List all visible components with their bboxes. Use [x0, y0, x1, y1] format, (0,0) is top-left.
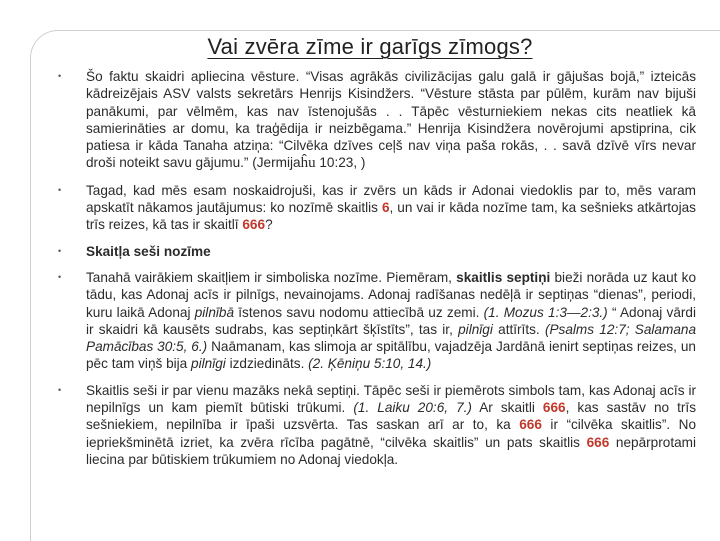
bullet-icon: • [58, 71, 62, 81]
page-title: Vai zvēra zīme ir garīgs zīmogs? [207, 34, 533, 59]
bullet-4-text-2: bieži norāda uz kaut ko tādu, kas Adonaj acīs ir pilnīgs, nevainojams. Adonaj radīšanas nedēļā ir septiņas “dienas”, periodi, kuru laikā Adonaj [86, 269, 697, 320]
bullet-item-2 [56, 182, 696, 234]
bullet-icon: • [58, 271, 62, 282]
number-666: 666 [519, 417, 542, 433]
bullet-1-hu: ĥu [300, 155, 316, 172]
bullet-4-text-6: Naāmanam, kas slimoja ar spitālību, vajadzēja Jardānā ienirt septiņas reizes, un pēc tam viņš bija [86, 339, 696, 372]
bullet-5-text-4: ir “cilvēka skaitlis”. No iepriekšminētā izriet, ka zvēra rīcība pagātnē, “cilvēka skaitlis” un pats skaitlis [86, 417, 697, 450]
bullet-2-text-end: ? [265, 217, 273, 233]
number-666: 666 [242, 217, 266, 233]
number-666: 666 [542, 400, 566, 416]
number-six: 6 [381, 200, 390, 216]
bullet-4-text-5: attīrīts. [492, 321, 545, 337]
bullet-icon: • [58, 245, 62, 256]
bullet-item-5 [56, 382, 696, 468]
bullet-4-italic-1: pilnībā [194, 304, 235, 320]
bullet-item-4 [56, 269, 696, 373]
bullet-4-bold: skaitlis septiņi [456, 269, 551, 285]
bullet-4-ref-3: (2. Ķēniņu 5:10, 14.) [308, 356, 432, 372]
bullet-4-italic-2: pilnīgi [458, 321, 493, 337]
bullet-icon: • [58, 384, 62, 395]
bullet-icon: • [58, 184, 62, 195]
number-666: 666 [586, 434, 610, 450]
bullet-item-1 [56, 68, 696, 173]
bullet-1-text-end: 10:23, ) [315, 155, 366, 171]
bullet-4-italic-3: pilnīgi [191, 356, 226, 372]
bullet-5-text-2: Ar skaitli [471, 400, 543, 416]
bullet-5-text: Skaitlis seši ir par vienu mazāks nekā septiņi. Tāpēc seši ir piemērots simbols tam, kas Adonaj acīs ir nepilnīgs un kam piemīt būtiski trūkumi. [86, 382, 696, 416]
bullet-4-ref-2: (Psalms 12:7; Salamana Pamācības 30:5, 6.) [86, 321, 696, 355]
bullet-5-text-5: nepārprotami liecina par būtiskiem trūkumiem no Adonaj viedokļa. [86, 434, 697, 467]
bullet-5-text-3: , kas sastāv no trīs sešniekiem, nepilnība ir īpaši uzsvērta. Tas saskan arī ar to, ka [86, 400, 696, 433]
bullet-4-text: Tanahā vairākiem skaitļiem ir simboliska nozīme. Piemēram, [86, 269, 457, 285]
bullet-4-text-4: “ Adonaj vārdi ir skaidri kā kausēts sudrabs, kas septiņkārt šķīstīts”, tas ir, [86, 304, 697, 337]
bullet-4-text-3: īstenos savu nodomu attiecībā uz zemi. [234, 304, 484, 320]
bullet-1-text: Šo faktu skaidri apliecina vēsture. “Visas agrākās civilizācijas galu galā ir gājušas bojā,” izteicās kādreizējais ASV valsts sekretārs Henrijs Kisindžers. “Vēsture stāsta par pūlēm, kurām nav bijuši panākumi, par vēlmēm, kas nav īstenojušās . . Tāpēc vēsturniekiem nekas cits neatliek kā samierināties ar domu, ka traģēdija ir neizbēgama.” Henrija Kisindžera novērojumi apstiprina, cik patiesa ir kāda Tanaha atziņa: “Cilvēka dzīves ceļš nav viņa paša rokās, . . savā dzīvē vīrs nevar droši noteikt savu gājumu.” (Jermija [86, 69, 696, 171]
bullet-4-ref-1: (1. Mozus 1:3—2:3.) [483, 304, 608, 320]
bullet-4-text-7: izdziedināts. [225, 356, 309, 372]
bullet-item-3 [56, 243, 696, 260]
slide-body [56, 68, 696, 477]
bullet-2-text: Tagad, kad mēs esam noskaidrojuši, kas ir zvērs un kāds ir Adonai viedoklis par to, mēs varam apskatīt nākamos jautājumus: ko nozīmē skaitlis [86, 182, 696, 216]
bullet-5-ref: (1. Laiku 20:6, 7.) [353, 400, 472, 416]
bullet-2-text-mid: , un vai ir kāda nozīme tam, ka sešnieks atkārtojas trīs reizes, kā tas ir skaitlī [86, 200, 696, 233]
section-heading: Skaitļa seši nozīme [86, 243, 211, 259]
